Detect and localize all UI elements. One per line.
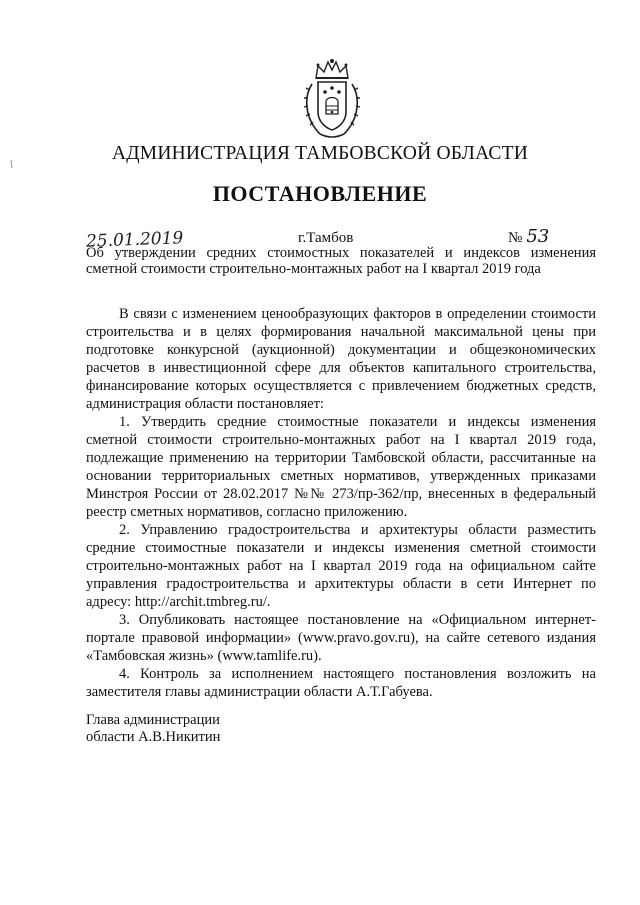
coat-of-arms-icon	[302, 56, 362, 140]
signature-block	[86, 712, 220, 746]
document-subject: Об утверждении средних стоимостных показателей и индексов изменения сметной стоимости строительно-монтажных работ на I квартал 2019 года	[86, 245, 596, 277]
number-label: №	[508, 230, 523, 246]
paragraph-item-1: 1. Утвердить средние стоимостные показатели и индексы изменения сметной стоимости строительно-монтажных работ на I квартал 2019 года, подлежащие применению на территории Тамбовской области, рассчитанные на основании территориальных сметных нормативов, утвержденных приказами Минстроя России от 28.02.2017 №№ 273/пр-362/пр, внесенных в федеральный реестр сметных нормативов, согласно приложению.	[86, 414, 596, 520]
document-number	[508, 226, 549, 247]
document-date: 25.01.2019	[85, 228, 184, 252]
document-type: ПОСТАНОВЛЕНИЕ	[212, 181, 428, 206]
paragraph-item-4: 4. Контроль за исполнением настоящего постановления возложить на заместителя главы администрации области А.Т.Габуева.	[86, 666, 596, 700]
paragraph-preamble: В связи с изменением ценообразующих факторов в определении стоимости строительства и в целях формирования начальной максимальной цены при подготовке конкурсной (аукционной) документации и общеэкономических расчетов в инвестиционной сфере для объектов капитального строительства, финансирование которых осуществляется с привлечением бюджетных средств, администрация области постановляет:	[86, 306, 596, 412]
document-city: г.Тамбов	[298, 230, 354, 246]
number-value: 53	[526, 226, 550, 247]
document-body	[86, 305, 596, 701]
signature-name: области А.В.Никитин	[86, 729, 221, 745]
organization-name: АДМИНИСТРАЦИЯ ТАМБОВСКОЙ ОБЛАСТИ	[112, 143, 528, 164]
paragraph-item-2: 2. Управлению градостроительства и архитектуры области разместить средние стоимостные показатели и индексы изменения сметной стоимости строительно-монтажных работ на I квартал 2019 года на официальном сайте управления градостроительства и архитектуры области в сети Интернет по адресу: http://archit.tmbreg.ru/.	[86, 522, 596, 610]
signature-title: Глава администрации	[86, 712, 220, 728]
paragraph-item-3: 3. Опубликовать настоящее постановление на «Официальном интернет-портале правовой информации» (www.pravo.gov.ru), на сайте сетевого издания «Тамбовская жизнь» (www.tamlife.ru).	[86, 612, 596, 664]
